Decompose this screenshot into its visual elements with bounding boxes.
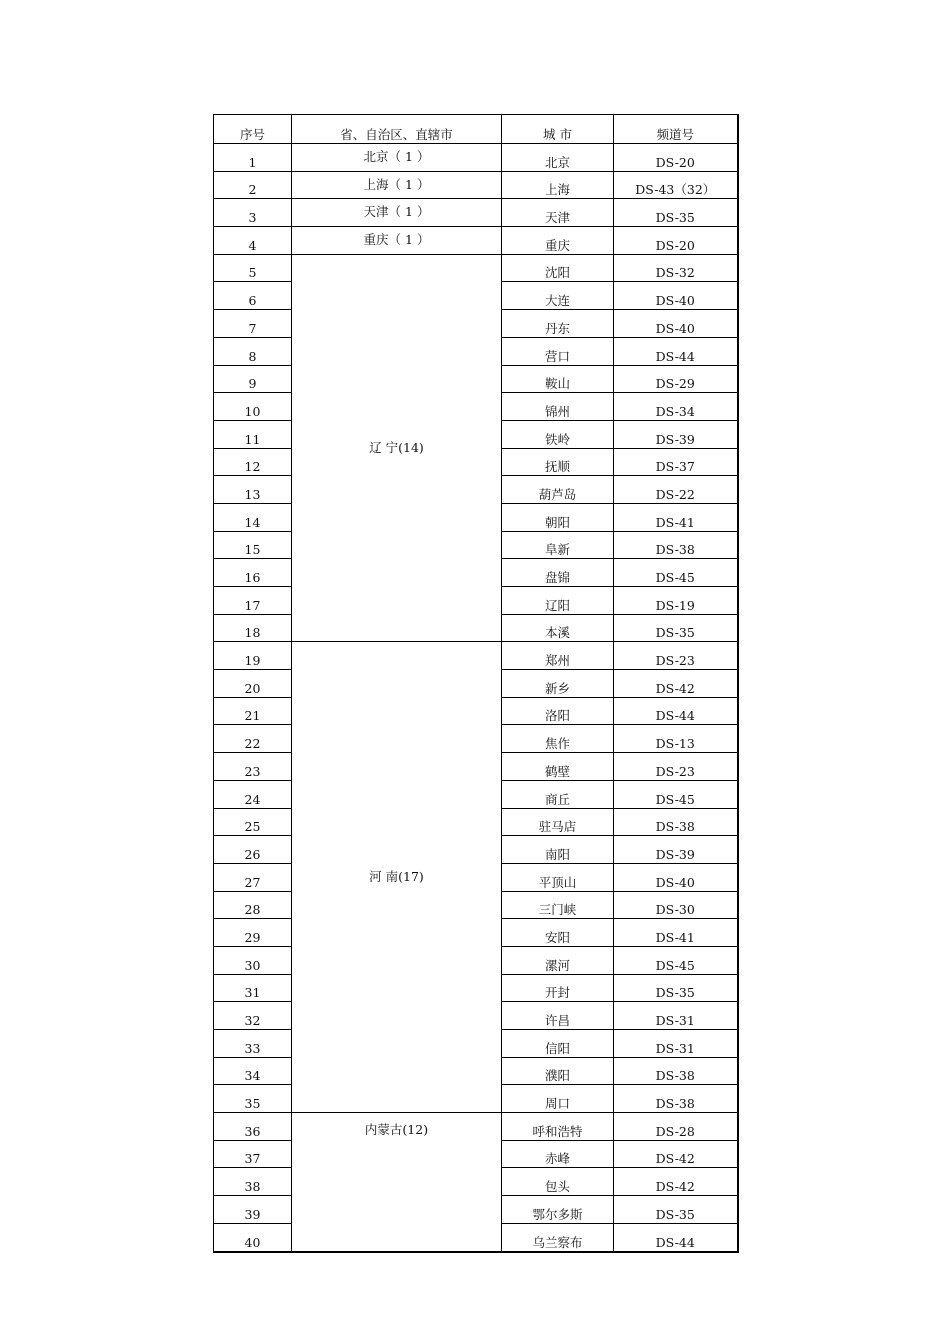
city-cell: 新乡 [502,670,614,698]
row-index: 28 [214,891,292,919]
channel-cell: DS-44 [614,697,738,725]
city-cell: 赤峰 [502,1140,614,1168]
row-index: 39 [214,1196,292,1224]
channel-cell: DS-40 [614,310,738,338]
channel-cell: DS-44 [614,1223,738,1251]
channel-cell: DS-31 [614,1030,738,1058]
row-index: 2 [214,171,292,199]
channel-cell: DS-39 [614,420,738,448]
city-cell: 丹东 [502,310,614,338]
row-index: 11 [214,420,292,448]
row-index: 17 [214,587,292,615]
row-index: 15 [214,531,292,559]
city-cell: 包头 [502,1168,614,1196]
city-cell: 乌兰察布 [502,1223,614,1251]
province-cell: 上海（ 1 ） [292,171,502,199]
city-cell: 营口 [502,337,614,365]
city-cell: 鹤壁 [502,753,614,781]
city-cell: 重庆 [502,227,614,255]
row-index: 5 [214,254,292,282]
city-cell: 锦州 [502,393,614,421]
header-province: 省、自治区、直辖市 [292,115,502,144]
row-index: 12 [214,448,292,476]
channel-cell: DS-42 [614,1168,738,1196]
city-cell: 阜新 [502,531,614,559]
table-row [214,171,738,199]
channel-cell: DS-35 [614,614,738,642]
table-row [214,642,738,670]
city-cell: 驻马店 [502,808,614,836]
channel-cell: DS-42 [614,1140,738,1168]
row-index: 8 [214,337,292,365]
channel-cell: DS-13 [614,725,738,753]
channel-cell: DS-45 [614,780,738,808]
channel-cell: DS-44 [614,337,738,365]
city-cell: 许昌 [502,1002,614,1030]
channel-cell: DS-38 [614,1057,738,1085]
table-row [214,199,738,227]
row-index: 10 [214,393,292,421]
city-cell: 漯河 [502,946,614,974]
province-cell: 天津（ 1 ） [292,199,502,227]
city-cell: 朝阳 [502,503,614,531]
row-index: 13 [214,476,292,504]
city-cell: 铁岭 [502,420,614,448]
row-index: 26 [214,836,292,864]
city-cell: 安阳 [502,919,614,947]
channel-cell: DS-22 [614,476,738,504]
city-cell: 葫芦岛 [502,476,614,504]
channel-cell: DS-45 [614,946,738,974]
province-cell: 北京（ 1 ） [292,144,502,172]
row-index: 3 [214,199,292,227]
province-cell: 重庆（ 1 ） [292,227,502,255]
row-index: 34 [214,1057,292,1085]
city-cell: 开封 [502,974,614,1002]
city-cell: 天津 [502,199,614,227]
channel-cell: DS-38 [614,531,738,559]
row-index: 31 [214,974,292,1002]
row-index: 36 [214,1113,292,1141]
row-index: 19 [214,642,292,670]
channel-cell: DS-34 [614,393,738,421]
channel-cell: DS-45 [614,559,738,587]
city-cell: 信阳 [502,1030,614,1058]
row-index: 33 [214,1030,292,1058]
table-row [214,254,738,282]
channel-cell: DS-23 [614,642,738,670]
table-row [214,144,738,172]
row-index: 24 [214,780,292,808]
channel-cell: DS-42 [614,670,738,698]
city-cell: 沈阳 [502,254,614,282]
row-index: 23 [214,753,292,781]
row-index: 14 [214,503,292,531]
channel-cell: DS-31 [614,1002,738,1030]
channel-cell: DS-40 [614,282,738,310]
city-cell: 濮阳 [502,1057,614,1085]
channel-cell: DS-38 [614,808,738,836]
row-index: 4 [214,227,292,255]
city-cell: 大连 [502,282,614,310]
row-index: 20 [214,670,292,698]
channel-cell: DS-28 [614,1113,738,1141]
city-cell: 周口 [502,1085,614,1113]
city-cell: 呼和浩特 [502,1113,614,1141]
row-index: 40 [214,1223,292,1251]
city-cell: 郑州 [502,642,614,670]
city-cell: 本溪 [502,614,614,642]
city-cell: 鞍山 [502,365,614,393]
channel-cell: DS-37 [614,448,738,476]
city-cell: 南阳 [502,836,614,864]
channel-table [213,114,739,1253]
channel-cell: DS-35 [614,1196,738,1224]
channel-cell: DS-41 [614,503,738,531]
channel-cell: DS-23 [614,753,738,781]
channel-cell: DS-30 [614,891,738,919]
channel-cell: DS-20 [614,227,738,255]
row-index: 25 [214,808,292,836]
channel-cell: DS-35 [614,974,738,1002]
channel-cell: DS-38 [614,1085,738,1113]
channel-cell: DS-29 [614,365,738,393]
channel-cell: DS-43（32） [614,171,738,199]
channel-cell: DS-41 [614,919,738,947]
row-index: 38 [214,1168,292,1196]
city-cell: 上海 [502,171,614,199]
city-cell: 焦作 [502,725,614,753]
channel-cell: DS-19 [614,587,738,615]
city-cell: 商丘 [502,780,614,808]
row-index: 29 [214,919,292,947]
row-index: 1 [214,144,292,172]
province-cell: 河 南(17) [292,642,502,1113]
row-index: 9 [214,365,292,393]
header-row [214,115,738,144]
city-cell: 北京 [502,144,614,172]
channel-cell: DS-39 [614,836,738,864]
channel-cell: DS-35 [614,199,738,227]
row-index: 21 [214,697,292,725]
province-cell: 内蒙古(12) [292,1113,502,1252]
row-index: 35 [214,1085,292,1113]
row-index: 7 [214,310,292,338]
city-cell: 平顶山 [502,863,614,891]
channel-cell: DS-32 [614,254,738,282]
row-index: 18 [214,614,292,642]
table-row [214,1113,738,1141]
header-channel: 频道号 [614,115,738,144]
city-cell: 抚顺 [502,448,614,476]
city-cell: 三门峡 [502,891,614,919]
header-index: 序号 [214,115,292,144]
city-cell: 鄂尔多斯 [502,1196,614,1224]
row-index: 27 [214,863,292,891]
row-index: 16 [214,559,292,587]
city-cell: 洛阳 [502,697,614,725]
row-index: 32 [214,1002,292,1030]
row-index: 22 [214,725,292,753]
province-cell: 辽 宁(14) [292,254,502,642]
channel-cell: DS-20 [614,144,738,172]
row-index: 30 [214,946,292,974]
channel-cell: DS-40 [614,863,738,891]
row-index: 6 [214,282,292,310]
header-city: 城 市 [502,115,614,144]
row-index: 37 [214,1140,292,1168]
table-row [214,227,738,255]
city-cell: 盘锦 [502,559,614,587]
city-cell: 辽阳 [502,587,614,615]
